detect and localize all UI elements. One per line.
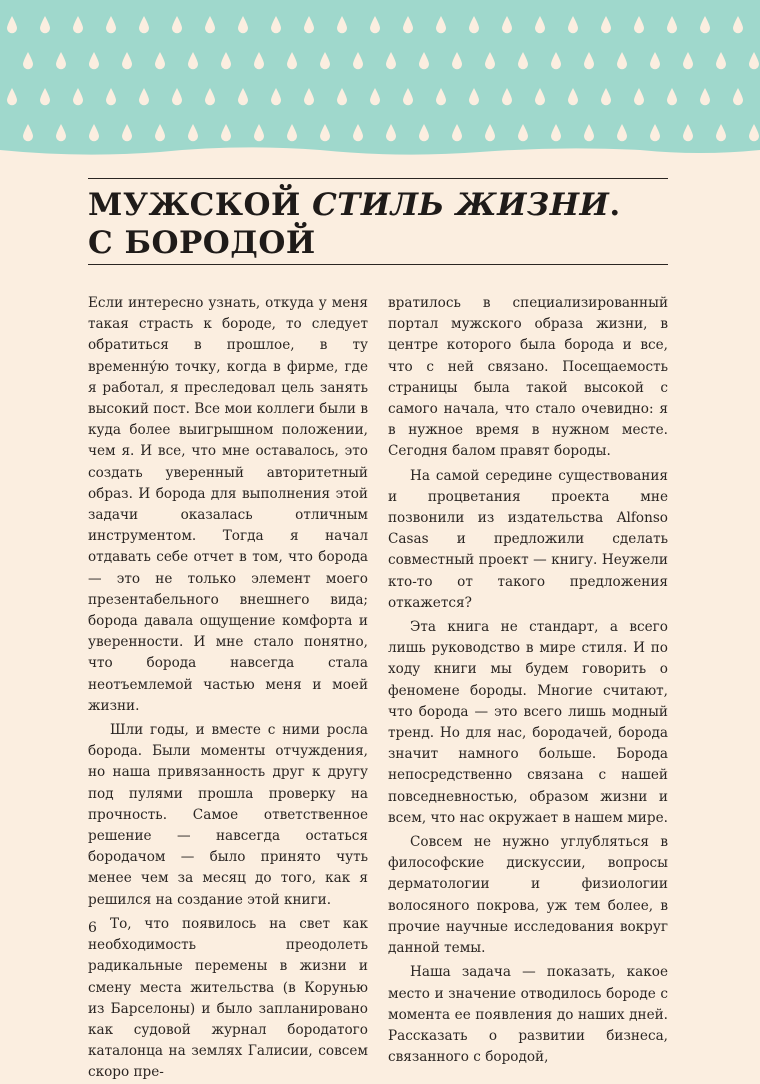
paragraph: На самой середине существования и процветания проекта мне позвонили из издательства Alfonso Casas и предложили сделать совместный проект — книгу. Неужели кто-то от такого предложения откажется? [388,467,668,611]
paragraph: вратилось в специализированный портал мужского образа жизни, в центре которого была борода и все, что с ней связано. Посещаемость страницы была такой высокой с самого начала, что стало очевидно: я в нужное время в нужном месте. Сегодня балом правят бороды. [388,295,668,460]
title-period: . [609,187,621,223]
paragraph: То, что появилось на свет как необходимость преодолеть радикальные перемены в жизни и смену места жительства (в Корунью из Барселоны) и было запланировано как судовой журнал бородатого каталонца на землях Галисии, совсем скоро пре- [88,915,368,1081]
rain-pattern-banner [0,0,760,168]
paragraph: Шли годы, и вместе с ними росла борода. Были моменты отчуждения, но наша привязанность друг к другу под пулями прошла проверку на прочность. Самое ответственное решение — навсегда остаться бородачом — было принято чуть менее чем за месяц до того, как я решился на создание этой книги. [88,722,368,908]
paragraph: Эта книга не стандарт, а всего лишь руководство в мире стиля. И по ходу книги мы будем говорить о феномене бороды. Многие считают, что борода — это всего лишь модный тренд. Но для нас, бородачей, борода значит намного больше. Борода непосредственно связана с нашей повседневностью, образом жизни и всем, что нас окружает в нашем мире. [388,619,668,826]
left-text-column [88,293,368,1084]
right-text-column [388,293,668,1068]
title-rule-bottom [88,264,668,265]
title-rule-top [88,178,668,179]
paragraph: Совсем не нужно углубляться в философские дискуссии, вопросы дерматологии и физиологии волосяного покрова, уж тем более, в прочие научные исследования вокруг данной темы. [388,834,668,957]
page-title [88,186,678,262]
paragraph: Наша задача — показать, какое место и значение отводилось бороде с момента ее появления до наших дней. Рассказать о развитии бизнеса, связанного с бородой, [388,964,668,1066]
title-italic: СТИЛЬ ЖИЗНИ [312,187,610,223]
title-line2: С БОРОДОЙ [88,225,316,261]
title-part1: МУЖСКОЙ [88,187,313,223]
paragraph: Если интересно узнать, откуда у меня такая страсть к бороде, то следует обратиться в прошлое, в ту временну́ю точку, когда в фирме, где я работал, я преследовал цель занять высокий пост. Все мои коллеги были в куда более выигрышном положении, чем я. И все, что мне оставалось, это создать уверенный авторитетный образ. И борода для выполнения этой задачи оказалась отличным инструментом. Тогда я начал отдавать себе отчет в том, что борода — это не только элемент моего презентабельного внешнего вида; борода давала ощущение комфорта и уверенности. И мне стало понятно, что борода навсегда стала неотъемлемой частью меня и моей жизни. [88,295,368,714]
page-number: 6 [88,920,97,936]
